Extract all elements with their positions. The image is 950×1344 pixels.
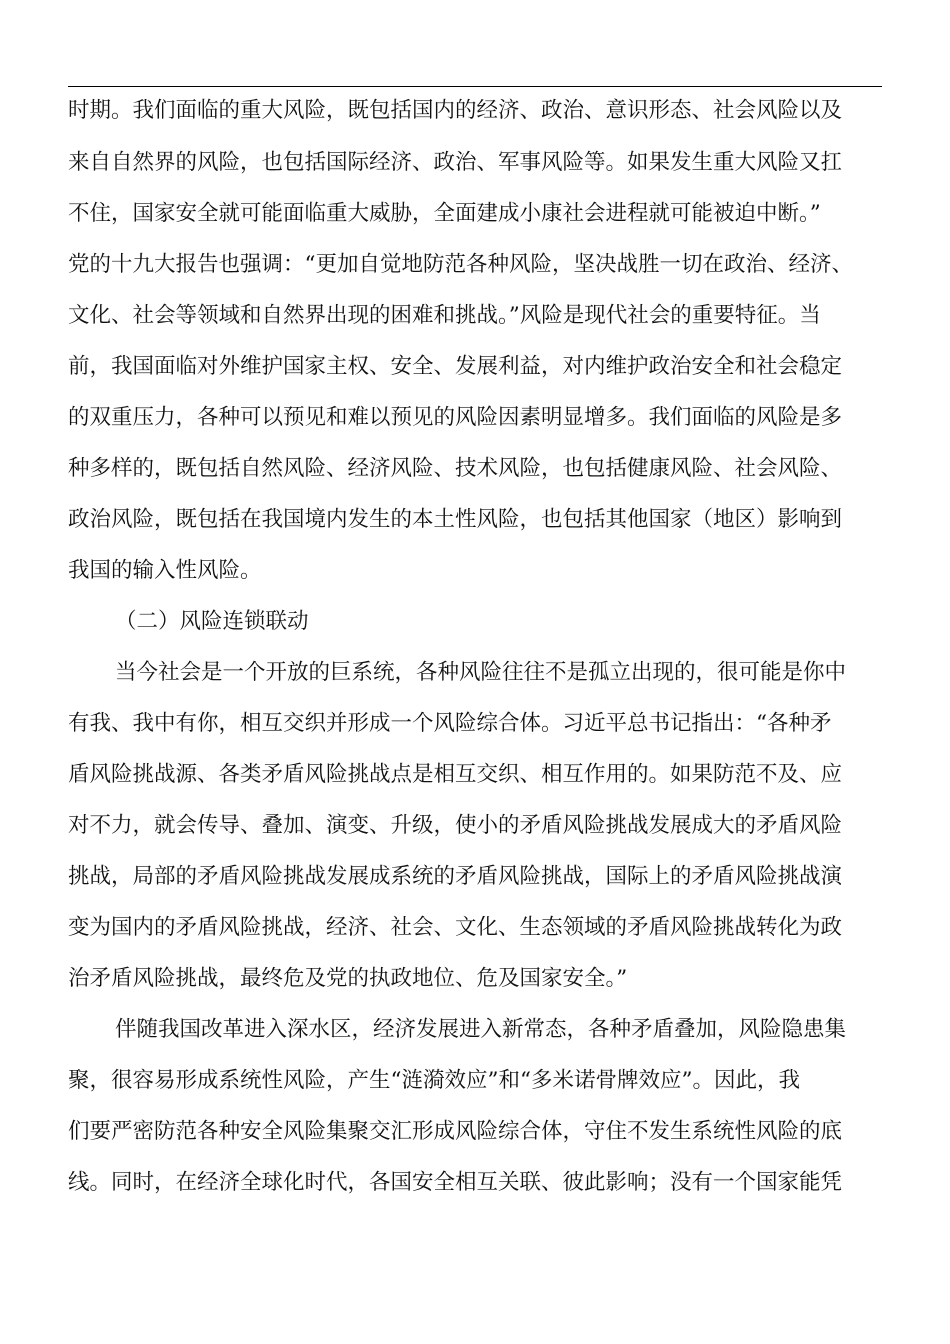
text-line: 来自自然界的风险，也包括国际经济、政治、军事风险等。如果发生重大风险又扛	[68, 150, 843, 175]
text-line: 前，我国面临对外维护国家主权、安全、发展利益，对内维护政治安全和社会稳定	[68, 354, 843, 379]
text-line: 们要严密防范各种安全风险集聚交汇形成风险综合体，守住不发生系统性风险的底	[68, 1119, 843, 1144]
text-line: 线。同时，在经济全球化时代，各国安全相互关联、彼此影响；没有一个国家能凭	[68, 1170, 843, 1195]
text-line: 变为国内的矛盾风险挑战，经济、社会、文化、生态领域的矛盾风险挑战转化为政	[68, 915, 843, 940]
section-heading: （二）风险连锁联动	[115, 609, 309, 634]
text-line: 有我、我中有你，相互交织并形成一个风险综合体。习近平总书记指出：“各种矛	[68, 711, 832, 736]
text-line: 我国的输入性风险。	[68, 558, 262, 583]
text-line: 当今社会是一个开放的巨系统，各种风险往往不是孤立出现的，很可能是你中	[115, 660, 847, 685]
text-line: 伴随我国改革进入深水区，经济发展进入新常态，各种矛盾叠加，风险隐患集	[115, 1017, 847, 1042]
header-rule	[68, 86, 882, 87]
text-line: 盾风险挑战源、各类矛盾风险挑战点是相互交织、相互作用的。如果防范不及、应	[68, 762, 843, 787]
text-line: 文化、社会等领域和自然界出现的困难和挑战。”风险是现代社会的重要特征。当	[68, 303, 821, 328]
text-line: 的双重压力，各种可以预见和难以预见的风险因素明显增多。我们面临的风险是多	[68, 405, 843, 430]
text-line: 政治风险，既包括在我国境内发生的本土性风险，也包括其他国家（地区）影响到	[68, 507, 843, 532]
text-line: 治矛盾风险挑战，最终危及党的执政地位、危及国家安全。”	[68, 966, 628, 991]
text-line: 种多样的，既包括自然风险、经济风险、技术风险，也包括健康风险、社会风险、	[68, 456, 843, 481]
text-line: 对不力，就会传导、叠加、演变、升级，使小的矛盾风险挑战发展成大的矛盾风险	[68, 813, 843, 838]
text-line: 时期。我们面临的重大风险，既包括国内的经济、政治、意识形态、社会风险以及	[68, 98, 843, 123]
text-line: 党的十九大报告也强调：“更加自觉地防范各种风险，坚决战胜一切在政治、经济、	[68, 252, 853, 277]
text-line: 不住，国家安全就可能面临重大威胁，全面建成小康社会进程就可能被迫中断。”	[68, 201, 821, 226]
text-line: 挑战，局部的矛盾风险挑战发展成系统的矛盾风险挑战，国际上的矛盾风险挑战演	[68, 864, 843, 889]
text-line: 聚，很容易形成系统性风险，产生“涟漪效应”和“多米诺骨牌效应”。因此，我	[68, 1068, 800, 1093]
